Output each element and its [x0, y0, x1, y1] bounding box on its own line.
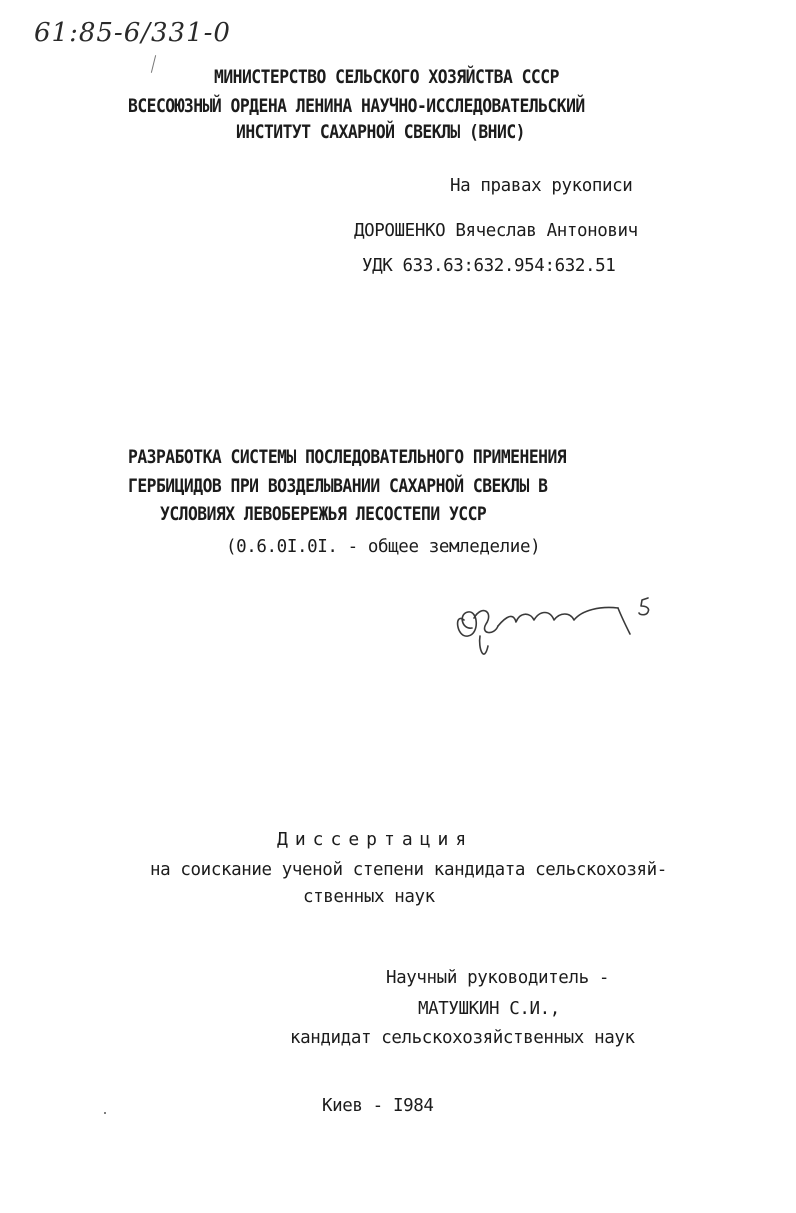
place-year: Киев - I984 — [322, 1096, 434, 1116]
ministry-line: МИНИСТЕРСТВО СЕЛЬСКОГО ХОЗЯЙСТВА СССР — [214, 66, 559, 88]
specialty-code: (0.6.0I.0I. - общее земледелие) — [226, 537, 541, 557]
margin-dot — [104, 1112, 106, 1114]
author-signature — [450, 590, 670, 670]
title-line-3: УСЛОВИЯХ ЛЕВОБЕРЕЖЬЯ ЛЕСОСТЕПИ УССР — [160, 503, 487, 525]
supervisor-role: Научный руководитель - — [386, 968, 609, 988]
dissertation-heading: Диссертация — [277, 829, 474, 850]
manuscript-note: На правах рукописи — [450, 176, 633, 196]
title-line-1: РАЗРАБОТКА СИСТЕМЫ ПОСЛЕДОВАТЕЛЬНОГО ПРИМЕНЕНИЯ — [128, 446, 567, 468]
institute-line-1: ВСЕСОЮЗНЫЙ ОРДЕНА ЛЕНИНА НАУЧНО-ИССЛЕДОВАТЕЛЬСКИЙ — [128, 95, 585, 117]
title-line-2: ГЕРБИЦИДОВ ПРИ ВОЗДЕЛЫВАНИИ САХАРНОЙ СВЕКЛЫ В — [128, 475, 548, 497]
supervisor-degree: кандидат сельскохозяйственных наук — [290, 1028, 635, 1048]
dissertation-line-2: ственных наук — [303, 887, 435, 907]
author-name: ДОРОШЕНКО Вячеслав Антонович — [354, 221, 638, 241]
archive-number-tick — [151, 55, 156, 73]
supervisor-name: МАТУШКИН С.И., — [418, 999, 560, 1019]
archive-number: 61:85-6/331-0 — [34, 18, 231, 48]
dissertation-line-1: на соискание ученой степени кандидата сельскохозяй- — [150, 860, 667, 880]
institute-line-2: ИНСТИТУТ САХАРНОЙ СВЕКЛЫ (ВНИС) — [236, 121, 525, 143]
udc-code: УДК 633.63:632.954:632.51 — [362, 256, 616, 276]
